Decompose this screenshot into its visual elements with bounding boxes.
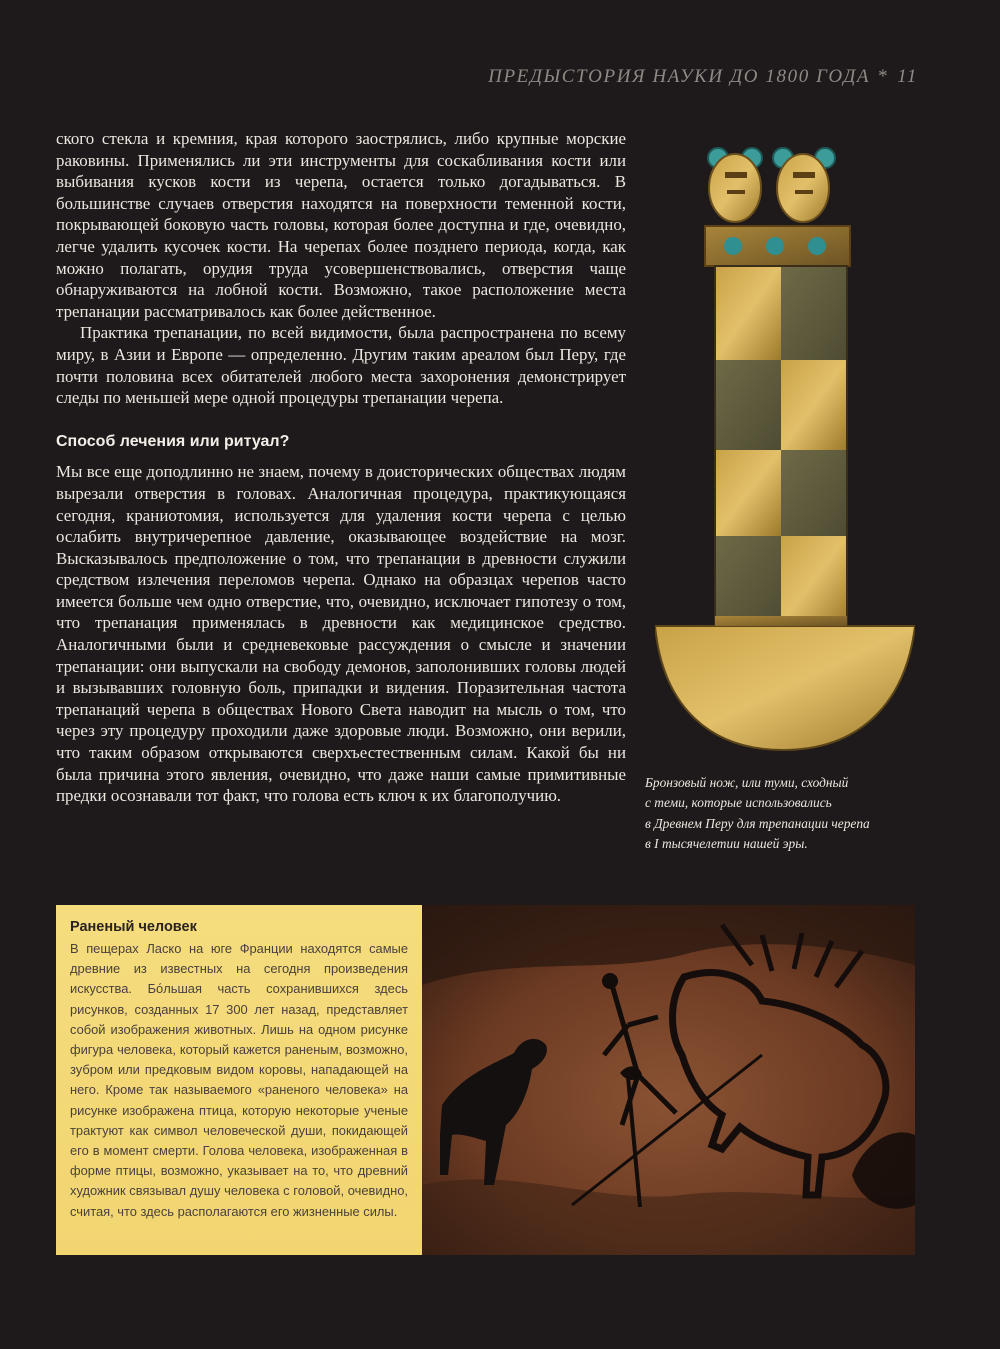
sidebar-text: В пещерах Ласко на юге Франции находятся самые древние из известных на сегодня произведения искусства. Бо́льшая часть сохранившихся здесь рисунков, созданных 17 300 лет назад, представляет собой изображения животных. Лишь на одном рисунке фигура человека, который кажется раненым, возможно, зубром или предковым видом коровы, нападающей на него. Кроме так называемого «раненого человека» на рисунке изображена птица, которую некоторые ученые трактуют как символ человеческой души, покидающей его в момент смерти. Голова человека, изображенная в форме птицы, возможно, указывает на то, что древний художник связывал душу человека с головой, очевидно, считая, что здесь располагаются его жизненные силы.	[70, 941, 408, 1219]
paragraph: ского стекла и кремния, края которого заострялись, либо крупные морские раковины. Применялись ли эти инструменты для соскабливания кости или выбивания кусков кости из черепа, остается только догадываться. В большинстве случаев отверстия находятся на поверхности теменной кости, покрывающей боковую часть головы, которая более доступна и где, очевидно, легче удалить кусочек кости. На черепах более позднего периода, когда, как можно полагать, орудия труда усовершенствовались, отверстия чаще обнаруживаются на лобной кости. Возможно, такое расположение места трепанации рассматривалось как более действенное.	[56, 129, 626, 321]
caption-line: Бронзовый нож, или туми, сходный	[645, 775, 849, 790]
sidebar-box	[56, 905, 422, 1255]
paragraph: Практика трепанации, по всей видимости, была распространена по всему миру, в Азии и Европе — определенно. Другим таким ареалом был Перу, где почти половина всех обитателей любого места захоронения демонстрирует следы по меньшей мере одной процедуры трепанации черепа.	[56, 323, 626, 408]
knife-blade	[655, 626, 915, 750]
page-number: 11	[897, 66, 918, 87]
caption-line: в Древнем Перу для трепанации черепа	[645, 815, 870, 831]
caption-line: в I тысячелетии нашей эры.	[645, 835, 808, 851]
header-title: ПРЕДЫСТОРИЯ НАУКИ ДО 1800 ГОДА	[488, 66, 871, 87]
figure-caption	[645, 773, 925, 854]
figure-ornament	[708, 148, 835, 222]
lascaux-cave-painting	[422, 905, 915, 1255]
caption-line: с теми, которые использовались	[645, 795, 832, 811]
tumi-knife-photo	[655, 138, 915, 768]
section-heading: Способ лечения или ритуал?	[56, 432, 290, 450]
sidebar-title: Раненый человек	[70, 919, 197, 935]
main-text-column	[56, 128, 626, 807]
running-header	[488, 66, 918, 88]
header-separator: *	[878, 66, 890, 87]
paragraph: Мы все еще доподлинно не знаем, почему в доисторических обществах людям вырезали отверстия в головах. Аналогичная процедура, практикующаяся сегодня, краниотомия, используется для удаления кости черепа с целью ослабить внутричерепное давление, оказывающее воздействие на мозг. Высказывалось предположение о том, что трепанации в древности служили средством излечения переломов черепа. Однако на образцах черепов часто имеется больше чем одно отверстие, что, очевидно, исключает гипотезу о том, что трепанация применялась в древности как медицинское средство. Аналогичными были и средневековые рассуждения о смысле и значении трепанации: они выпускали на свободу демонов, заполонивших головы людей и вызывавших головную боль, припадки и видения. Поразительная частота трепанаций черепа в обществах Нового Света наводит на мысль о том, что через эту процедуру проходили даже здоровые люди. Возможно, они верили, что таким образом открываются сверхъестественным силам. Какой бы ни была причина этого явления, очевидно, что даже наши самые примитивные предки осознавали тот факт, что голова есть ключ к их благополучию.	[56, 462, 626, 806]
knife-handle	[715, 266, 847, 624]
